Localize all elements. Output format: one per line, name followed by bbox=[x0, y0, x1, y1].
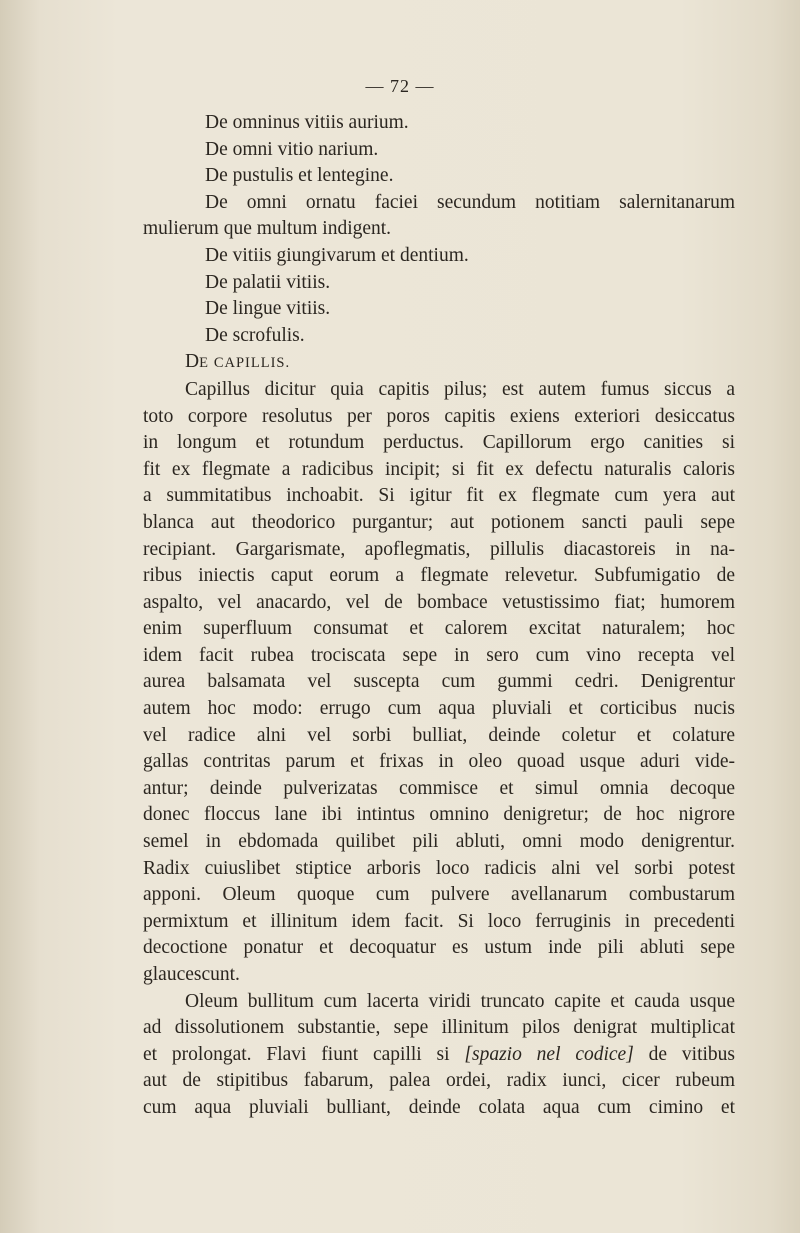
paragraph1-line-10: enim superfluum consumat et calorem excitat naturalem; hoc bbox=[143, 618, 735, 640]
paragraph1-line-16: antur; deinde pulverizatas commisce et simul omnia decoque bbox=[143, 777, 735, 799]
section-heading bbox=[143, 349, 735, 377]
text-block bbox=[143, 110, 735, 1122]
list-line-8: De lingue vitiis. bbox=[205, 298, 331, 320]
paragraph1-line-3: in longum et rotundum perductus. Capillorum ergo canities si bbox=[143, 432, 735, 454]
list-line-2: De omni vitio narium. bbox=[205, 138, 379, 160]
paragraph1-line-11: idem facit rubea trociscata sepe in sero cum vino recepta vel bbox=[143, 644, 735, 666]
paragraph1-line-23: glaucescunt. bbox=[143, 964, 240, 985]
paragraph1-line-8: ribus iniectis caput eorum a flegmate relevetur. Subfumigatio de bbox=[143, 565, 735, 587]
paragraph1-line-4: fit ex flegmate a radicibus incipit; si fit ex defectu naturalis caloris bbox=[143, 458, 735, 480]
list-line-6: De vitiis giungivarum et dentium. bbox=[205, 244, 469, 266]
paragraph1-line-7: recipiant. Gargarismate, apoflegmatis, pillulis diacastoreis in na- bbox=[143, 538, 735, 560]
paragraph2-line-3-before: et prolongat. Flavi fiunt capilli si bbox=[143, 1043, 450, 1065]
paragraph1-line-21: permixtum et illinitum idem facit. Si loco ferruginis in precedenti bbox=[143, 910, 735, 932]
paragraph1-line-13: autem hoc modo: errugo cum aqua pluviali et corticibus nucis bbox=[143, 698, 735, 720]
heading-initial: D bbox=[185, 351, 200, 373]
paragraph1-line-18: semel in ebdomada quilibet pili abluti, omni modo denigrentur. bbox=[143, 831, 735, 853]
paragraph1-line-15: gallas contritas parum et frixas in oleo quoad usque aduri vide- bbox=[143, 751, 735, 773]
list-line-1: De omninus vitiis aurium. bbox=[205, 112, 409, 133]
paragraph2-line-3-after: de vitibus bbox=[648, 1043, 735, 1065]
list-line-9: De scrofulis. bbox=[205, 324, 305, 346]
paragraph1-line-20: apponi. Oleum quoque cum pulvere avellanarum combustarum bbox=[143, 884, 735, 906]
editorial-bracket-note: [spazio nel codice] bbox=[464, 1043, 634, 1065]
paragraph1-line-6: blanca aut theodorico purgantur; aut potionem sancti pauli sepe bbox=[143, 511, 735, 533]
heading-rest: CAPILLIS. bbox=[213, 355, 291, 372]
paragraph1-line-14: vel radice alni vel sorbi bulliat, deinde coletur et colature bbox=[143, 724, 735, 746]
page-number: — 72 — bbox=[365, 76, 435, 96]
paragraph1-line-19: Radix cuiuslibet stiptice arboris loco radicis alni vel sorbi potest bbox=[143, 857, 735, 879]
paragraph1-line-22: decoctione ponatur et decoquatur es ustum inde pili abluti sepe bbox=[143, 937, 735, 959]
paragraph2-line-2: ad dissolutionem substantie, sepe illinitum pilos denigrat multiplicat bbox=[143, 1017, 735, 1039]
paragraph1-line-2: toto corpore resolutus per poros capitis exiens exteriori desiccatus bbox=[143, 405, 735, 427]
paragraph1-line-12: aurea balsamata vel suscepta cum gummi cedri. Denigrentur bbox=[143, 671, 735, 693]
paragraph1-line-9: aspalto, vel anacardo, vel de bombace vetustissimo fiat; humorem bbox=[143, 591, 735, 613]
list-line-4: De omni ornatu faciei secundum notitiam salernitanarum bbox=[205, 191, 735, 213]
list-line-5: mulierum que multum indigent. bbox=[143, 218, 392, 240]
paragraph2-line-5: cum aqua pluviali bulliant, deinde colata aqua cum cimino et bbox=[143, 1096, 735, 1118]
paragraph2-line-4: aut de stipitibus fabarum, palea ordei, radix iunci, cicer rubeum bbox=[143, 1070, 735, 1092]
heading-e: E bbox=[199, 355, 209, 372]
paragraph2-line-3 bbox=[143, 1042, 735, 1069]
list-line-7: De palatii vitiis. bbox=[205, 271, 331, 293]
list-line-3: De pustulis et lentegine. bbox=[205, 165, 394, 187]
paragraph1-line-1: Capillus dicitur quia capitis pilus; est autem fumus siccus a bbox=[185, 378, 735, 400]
paragraph1-line-17: donec floccus lane ibi intintus omnino denigretur; de hoc nigrore bbox=[143, 804, 735, 826]
paragraph1-line-5: a summitatibus inchoabit. Si igitur fit ex flegmate cum yera aut bbox=[143, 485, 735, 507]
paragraph2-line-1: Oleum bullitum cum lacerta viridi truncato capite et cauda usque bbox=[185, 990, 735, 1012]
